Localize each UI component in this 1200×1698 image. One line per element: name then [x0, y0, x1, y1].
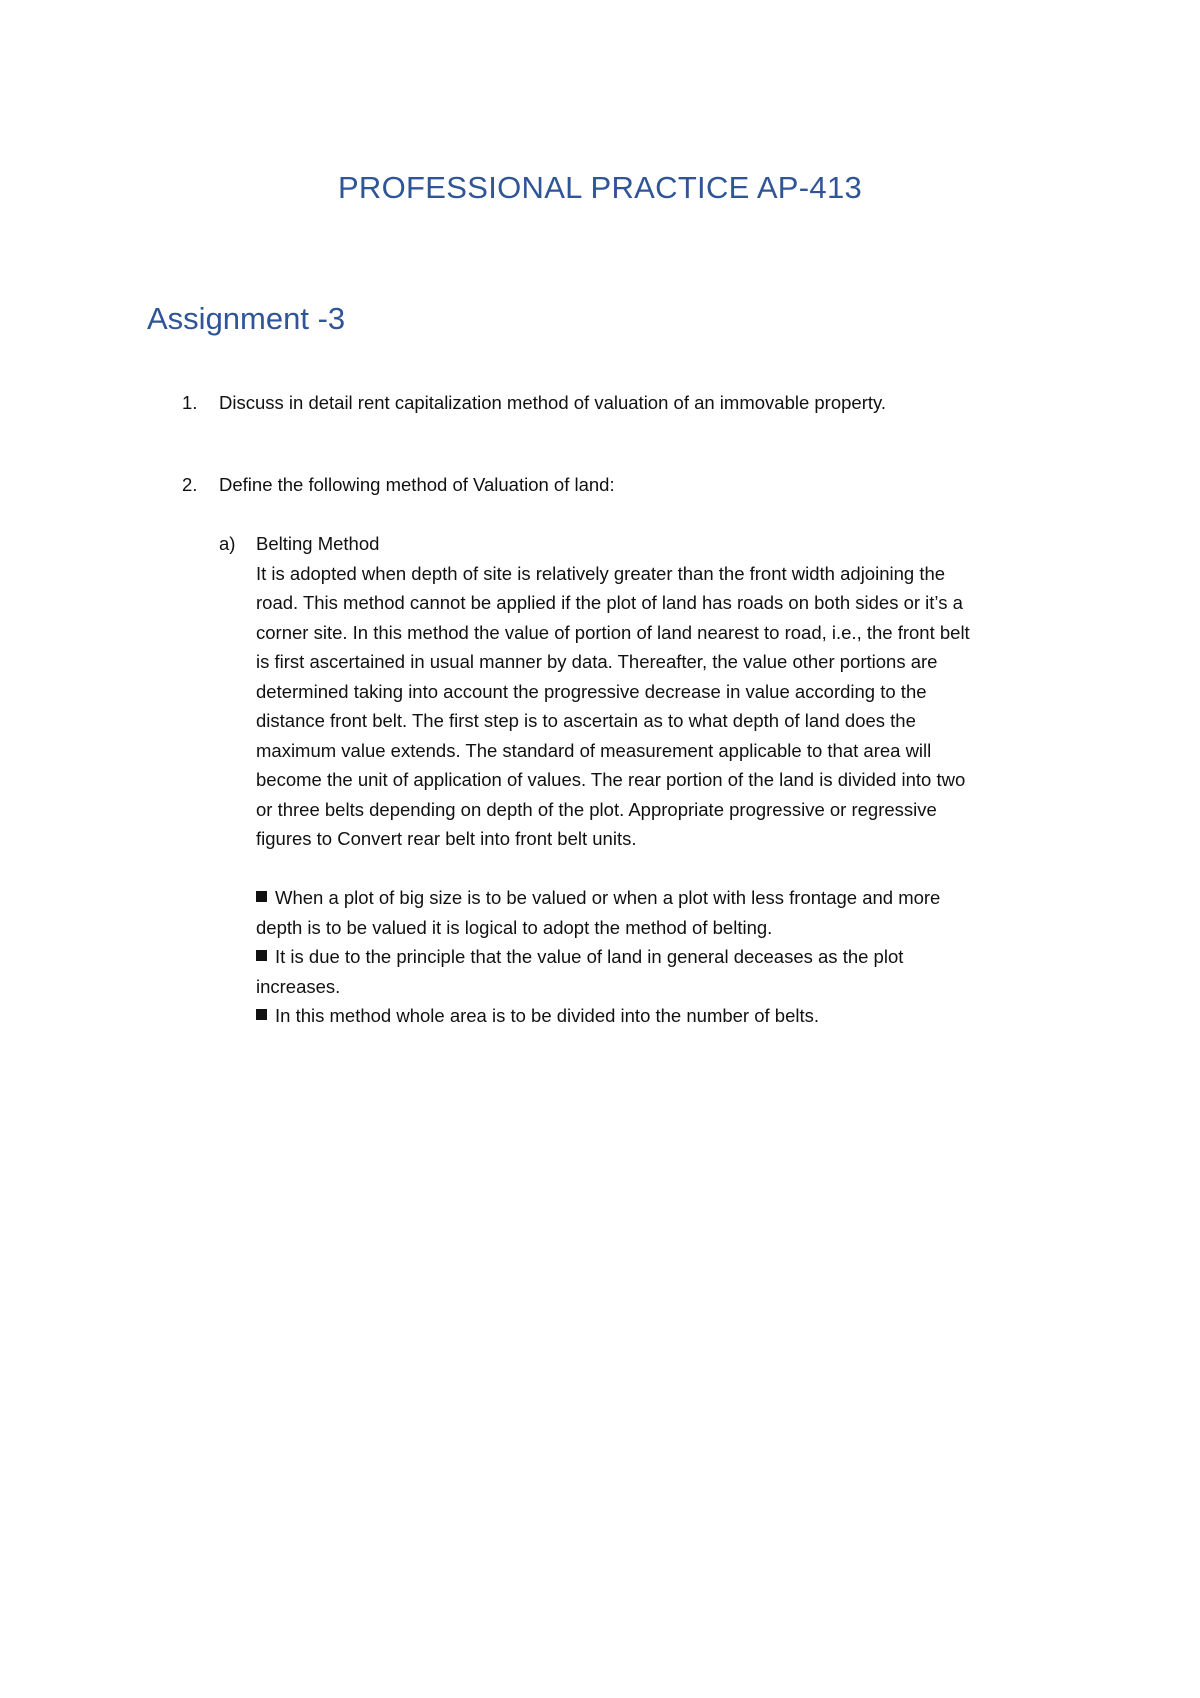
- paragraph-line: distance front belt. The first step is to ascertain as to what depth of land does the: [256, 710, 916, 731]
- question-text: Define the following method of Valuation of land:: [219, 474, 615, 495]
- sub-item-body: [256, 529, 1079, 1031]
- sub-item-title: Belting Method: [256, 533, 380, 554]
- square-bullet-icon: [256, 891, 267, 902]
- paragraph-line: maximum value extends. The standard of measurement applicable to that area will: [256, 739, 932, 761]
- paragraph-line: is first ascertained in usual manner by data. Thereafter, the value other portions are: [256, 651, 938, 672]
- paragraph-line: or three belts depending on depth of the plot. Appropriate progressive or regressive: [256, 798, 937, 820]
- square-bullet-icon: [256, 1009, 267, 1020]
- question-number: 2.: [182, 474, 198, 495]
- paragraph-line: corner site. In this method the value of portion of land nearest to road, i.e., the front belt: [256, 621, 970, 643]
- bullet-line: When a plot of big size is to be valued or when a plot with less frontage and more: [275, 887, 941, 908]
- bullet-item: [256, 1001, 1079, 1031]
- bullet-line: It is due to the principle that the value of land in general deceases as the plot: [275, 946, 904, 967]
- document-title: PROFESSIONAL PRACTICE AP-413: [337, 170, 863, 205]
- paragraph-spacer: [256, 854, 1079, 884]
- question-number: 1.: [182, 392, 198, 413]
- question-text: Discuss in detail rent capitalization method of valuation of an immovable property.: [219, 392, 887, 413]
- bullet-line: depth is to be valued it is logical to adopt the method of belting.: [256, 916, 773, 938]
- sub-item-marker: a): [219, 533, 236, 554]
- paragraph-line: determined taking into account the progressive decrease in value according to the: [256, 680, 927, 702]
- bullet-line: increases.: [256, 975, 341, 997]
- paragraph-line: figures to Convert rear belt into front belt units.: [256, 828, 637, 849]
- bullet-item: [256, 942, 1079, 1001]
- paragraph-line: It is adopted when depth of site is relatively greater than the front width adjoining the: [256, 562, 946, 584]
- bullet-line: In this method whole area is to be divided into the number of belts.: [275, 1005, 820, 1026]
- assignment-heading: Assignment -3: [147, 301, 346, 336]
- belting-paragraph: [256, 559, 1079, 854]
- paragraph-line: become the unit of application of values. The rear portion of the land is divided into two: [256, 769, 966, 790]
- square-bullet-icon: [256, 950, 267, 961]
- paragraph-line: road. This method cannot be applied if the plot of land has roads on both sides or it’s a: [256, 592, 963, 613]
- bullet-item: [256, 883, 1079, 942]
